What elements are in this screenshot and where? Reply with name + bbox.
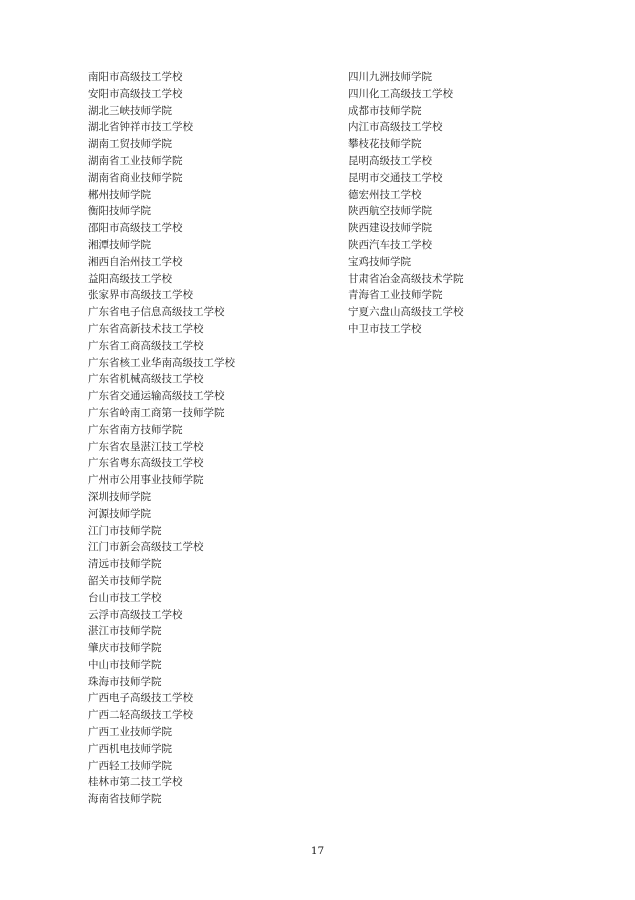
school-list-item: 广东省机械高级技工学校 xyxy=(88,373,204,386)
school-list-item: 宁夏六盘山高级技工学校 xyxy=(348,306,464,319)
school-list-item: 清远市技师学院 xyxy=(88,558,162,571)
school-list-item: 桂林市第二技工学校 xyxy=(88,776,183,789)
school-list-item: 广西二轻高级技工学校 xyxy=(88,709,193,722)
school-list-item: 四川九洲技师学院 xyxy=(348,71,432,83)
school-list-item: 湖南工贸技师学院 xyxy=(88,138,172,151)
school-list-item: 宝鸡技师学院 xyxy=(348,255,411,268)
school-list-item: 韶关市技师学院 xyxy=(88,574,162,587)
school-list-item: 广州市公用事业技师学院 xyxy=(88,474,204,487)
school-list-item: 湖南省商业技师学院 xyxy=(88,171,183,184)
school-list-item: 衡阳技师学院 xyxy=(88,205,151,218)
school-list-item: 昆明高级技工学校 xyxy=(348,154,432,167)
school-list-item: 陕西汽车技工学校 xyxy=(348,238,432,251)
school-list-item: 安阳市高级技工学校 xyxy=(88,87,183,100)
school-list-item: 昆明市交通技工学校 xyxy=(348,171,443,184)
school-list-item: 深圳技师学院 xyxy=(88,490,151,503)
school-list-item: 湖北省钟祥市技工学校 xyxy=(88,121,193,134)
school-list-item: 海南省技师学院 xyxy=(88,793,162,806)
school-list-item: 广东省电子信息高级技工学校 xyxy=(88,306,225,319)
school-list-item: 广西轻工技师学院 xyxy=(88,759,172,772)
school-list-item: 广西机电技师学院 xyxy=(88,742,172,755)
school-list-item: 陕西建设技师学院 xyxy=(348,222,432,235)
school-list-item: 广西工业技师学院 xyxy=(88,726,172,739)
school-list-item: 江门市新会高级技工学校 xyxy=(88,541,204,554)
school-list-item: 南阳市高级技工学校 xyxy=(88,71,183,83)
school-list-item: 成都市技师学院 xyxy=(348,104,422,117)
school-list-item: 湘潭技师学院 xyxy=(88,238,151,251)
school-list-item: 云浮市高级技工学校 xyxy=(88,608,183,621)
school-list-item: 四川化工高级技工学校 xyxy=(348,87,453,100)
school-list-item: 广东省核工业华南高级技工学校 xyxy=(88,356,235,369)
school-list-item: 广西电子高级技工学校 xyxy=(88,692,193,705)
school-list-item: 肇庆市技师学院 xyxy=(88,642,162,655)
school-list-item: 中山市技师学院 xyxy=(88,658,162,671)
school-list-item: 湘西自治州技工学校 xyxy=(88,255,183,268)
school-list-item: 江门市技师学院 xyxy=(88,524,162,537)
school-list-item: 张家界市高级技工学校 xyxy=(88,289,193,302)
school-list-item: 青海省工业技师学院 xyxy=(348,289,443,302)
school-list-item: 邵阳市高级技工学校 xyxy=(88,222,183,235)
school-list-item: 湖南省工业技师学院 xyxy=(88,154,183,167)
school-list-right xyxy=(348,69,464,338)
school-list-item: 广东省交通运输高级技工学校 xyxy=(88,390,225,403)
school-list-item: 郴州技师学院 xyxy=(88,188,151,201)
school-list-item: 珠海市技师学院 xyxy=(88,675,162,688)
page-number: 17 xyxy=(310,845,325,857)
school-list-item: 广东省南方技师学院 xyxy=(88,423,183,436)
school-list-item: 德宏州技工学校 xyxy=(348,188,422,201)
school-list-item: 湛江市技师学院 xyxy=(88,625,162,638)
school-list-item: 广东省农垦湛江技工学校 xyxy=(88,440,204,453)
school-list-item: 甘肃省冶金高级技术学院 xyxy=(348,272,464,285)
school-list-item: 广东省高新技术技工学校 xyxy=(88,322,204,335)
school-list-item: 内江市高级技工学校 xyxy=(348,121,443,134)
school-list-item: 台山市技工学校 xyxy=(88,591,162,604)
school-list-item: 攀枝花技师学院 xyxy=(348,138,422,151)
school-list-item: 益阳高级技工学校 xyxy=(88,272,172,285)
school-list-left xyxy=(88,69,235,808)
school-list-item: 广东省工商高级技工学校 xyxy=(88,339,204,352)
school-list-item: 湖北三峡技师学院 xyxy=(88,104,172,117)
school-list-item: 陕西航空技师学院 xyxy=(348,205,432,218)
school-list-item: 中卫市技工学校 xyxy=(348,322,422,335)
school-list-item: 河源技师学院 xyxy=(88,507,151,520)
school-list-item: 广东省粤东高级技工学校 xyxy=(88,457,204,470)
school-list-item: 广东省岭南工商第一技师学院 xyxy=(88,406,225,419)
